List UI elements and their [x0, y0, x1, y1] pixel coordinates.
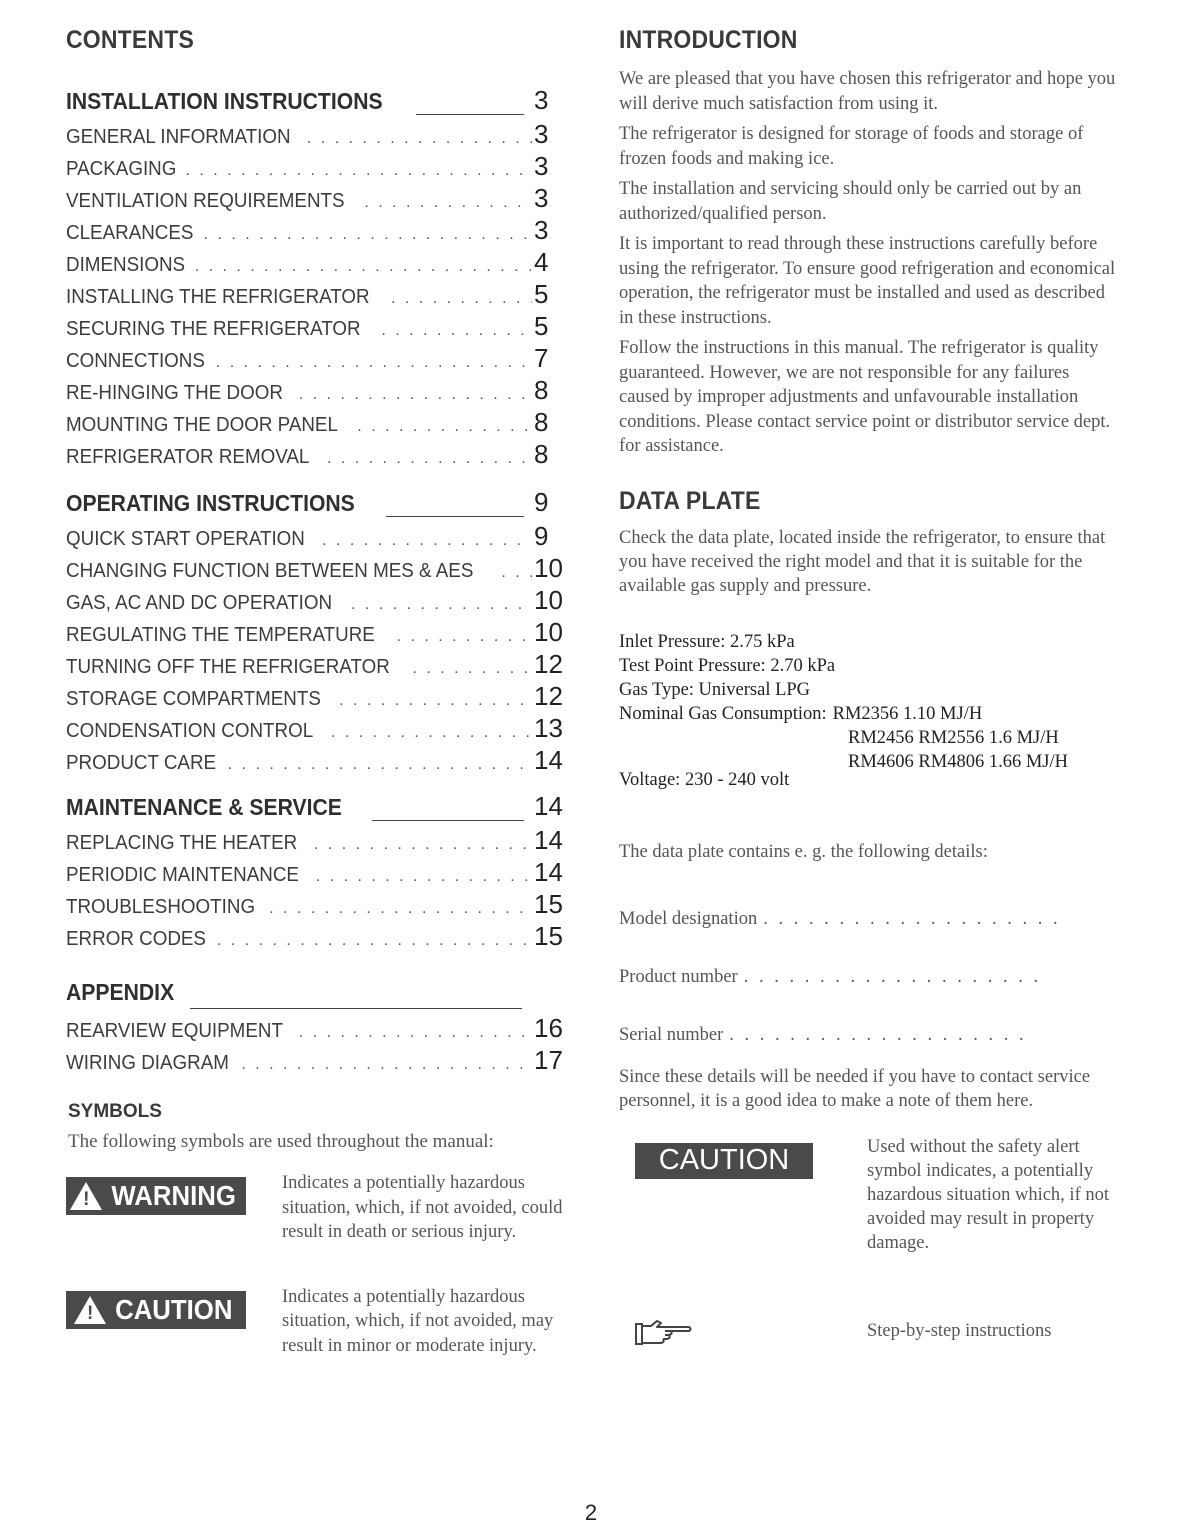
toc-entry-label: REFRIGERATOR REMOVAL [66, 446, 310, 468]
warning-badge-label: WARNING [111, 1180, 237, 1211]
toc-entry[interactable] [66, 151, 566, 183]
serial-number-field [619, 1025, 1119, 1065]
voltage: Voltage: 230 - 240 volt [619, 769, 790, 790]
leader-dots [299, 1024, 532, 1042]
toc-entry-label: CLEARANCES [66, 222, 194, 244]
toc-page-number: 17 [534, 1045, 563, 1075]
leader-dots [331, 724, 532, 742]
toc-page-number: 15 [534, 921, 563, 951]
leader-dots [269, 900, 532, 918]
toc-section-heading[interactable] [66, 487, 566, 521]
leader-dots [351, 596, 532, 614]
warning-description: Indicates a potentially hazardous situation, which, if not avoided, could result in death or serious injury. [282, 1173, 563, 1242]
toc-entry[interactable] [66, 649, 566, 681]
toc-entry-label: CHANGING FUNCTION BETWEEN MES & AES [66, 560, 474, 582]
toc-entry-label: WIRING DIAGRAM [66, 1052, 229, 1074]
data-plate-title: DATA PLATE [619, 486, 761, 515]
toc-entry[interactable] [66, 279, 566, 311]
toc-entry-label: SECURING THE REFRIGERATOR [66, 318, 361, 340]
toc-section-heading[interactable] [66, 791, 566, 825]
toc-entry-label: CONNECTIONS [66, 350, 205, 372]
toc-entry-label: MOUNTING THE DOOR PANEL [66, 414, 338, 436]
toc-heading-label: APPENDIX [66, 979, 175, 1005]
leader-dots [204, 226, 532, 244]
toc-page-number: 10 [534, 553, 563, 583]
toc-entry[interactable] [66, 439, 566, 471]
step-instructions-label: Step-by-step instructions [867, 1320, 1052, 1341]
field-label: Product number [619, 966, 738, 987]
toc-page-number: 3 [534, 183, 549, 213]
introduction-column [619, 26, 1119, 1352]
toc-page-number: 14 [534, 745, 563, 775]
toc-page-number: 4 [534, 247, 549, 277]
toc-heading-label: INSTALLATION INSTRUCTIONS [66, 88, 383, 114]
toc-section [66, 487, 566, 777]
toc-entry[interactable] [66, 247, 566, 279]
heading-rule [190, 1007, 522, 1009]
page-number: 2 [584, 1500, 598, 1525]
toc-entry[interactable] [66, 889, 566, 921]
caution-badge-plain: CAUTION [635, 1143, 813, 1179]
contents-column [66, 26, 566, 1398]
leader-dots [217, 932, 532, 950]
toc-entry[interactable] [66, 1013, 566, 1045]
contents-title: CONTENTS [66, 26, 194, 54]
toc-entry-label: INSTALLING THE REFRIGERATOR [66, 286, 370, 308]
introduction-title: INTRODUCTION [619, 26, 798, 54]
leader-dots [195, 258, 532, 276]
warning-badge [66, 1177, 246, 1215]
field-label: Serial number [619, 1024, 724, 1045]
toc-entry[interactable] [66, 343, 566, 375]
toc-entry[interactable] [66, 681, 566, 713]
gas-consumption-value: RM2356 1.10 MJ/H [832, 703, 983, 724]
toc-entry-label: PACKAGING [66, 158, 177, 180]
toc-entry[interactable] [66, 617, 566, 649]
details-intro: The data plate contains e. g. the following details: [619, 841, 988, 862]
toc-page-number: 15 [534, 889, 563, 919]
leader-dots [391, 290, 532, 308]
leader-dots [357, 418, 532, 436]
toc-entry[interactable] [66, 375, 566, 407]
toc-entry-label: STORAGE COMPARTMENTS [66, 688, 321, 710]
details-note: Since these details will be needed if you have to contact service personnel, it is a good idea to make a note of them here. [619, 1066, 1091, 1111]
toc-entry-label: PERIODIC MAINTENANCE [66, 864, 299, 886]
toc-page-number: 8 [534, 439, 549, 469]
toc-page-number: 10 [534, 585, 563, 615]
leader-dots [216, 354, 532, 372]
intro-paragraph: It is important to read through these instructions carefully before using the refrigerator. To ensure good refrigeration and economical operation, the refrigerator must be installed and used as described in these instructions. [619, 234, 1116, 328]
step-instructions-row [619, 1319, 1119, 1352]
gas-consumption-label: Nominal Gas Consumption: [619, 703, 827, 724]
toc-entry[interactable] [66, 119, 566, 151]
leader-dots [299, 386, 532, 404]
caution-property-description: Used without the safety alert symbol indicates, a potentially hazardous situation which, if not avoided may result in property damage. [867, 1136, 1109, 1253]
gas-type: Gas Type: Universal LPG [619, 679, 811, 700]
toc-entry-label: REARVIEW EQUIPMENT [66, 1020, 283, 1042]
toc-entry-label: TURNING OFF THE REFRIGERATOR [66, 656, 390, 678]
toc-page-number: 9 [534, 521, 549, 551]
alert-triangle-icon: ! [70, 1182, 102, 1210]
toc-entry-label: RE-HINGING THE DOOR [66, 382, 283, 404]
gas-consumption-value: RM2456 RM2556 1.6 MJ/H [848, 727, 1059, 748]
toc-page-number: 14 [534, 857, 563, 887]
toc-entry-label: GAS, AC AND DC OPERATION [66, 592, 333, 614]
toc-page-number: 5 [534, 279, 549, 309]
toc-entry[interactable] [66, 407, 566, 439]
test-point-pressure: Test Point Pressure: 2.70 kPa [619, 655, 836, 676]
toc-page-number: 16 [534, 1013, 563, 1043]
leader-dots [364, 194, 532, 212]
leader-dots [228, 756, 532, 774]
leader-dots [241, 1056, 532, 1074]
intro-paragraph: The installation and servicing should only be carried out by an authorized/qualified person. [619, 179, 1082, 224]
toc-page-number: 14 [534, 825, 563, 855]
toc-page-number: 3 [534, 151, 549, 181]
toc-entry[interactable] [66, 745, 566, 777]
toc-page-number: 14 [534, 791, 563, 821]
toc-entry-label: REGULATING THE TEMPERATURE [66, 624, 375, 646]
caution-symbol-row [66, 1285, 566, 1359]
toc-entry[interactable] [66, 1045, 566, 1077]
toc-page-number: 7 [534, 343, 549, 373]
toc-entry[interactable] [66, 713, 566, 745]
toc-page-number: 10 [534, 617, 563, 647]
leader-dots [412, 660, 532, 678]
toc-heading-label: MAINTENANCE & SERVICE [66, 794, 342, 820]
leader-dots [381, 322, 532, 340]
toc-section [66, 979, 566, 1077]
toc-page-number: 12 [534, 649, 563, 679]
detail-fields [619, 909, 1119, 1065]
toc-page-number: 12 [534, 681, 563, 711]
toc-entry-label: CONDENSATION CONTROL [66, 720, 314, 742]
caution-property-row [619, 1136, 1119, 1255]
toc-page-number: 13 [534, 713, 563, 743]
toc-entry[interactable] [66, 857, 566, 889]
symbols-intro: The following symbols are used throughout the manual: [68, 1131, 494, 1152]
leader-dots [322, 532, 532, 550]
toc-entry-label: PRODUCT CARE [66, 752, 217, 774]
data-plate-specs [619, 630, 1119, 792]
toc-entry-label: ERROR CODES [66, 928, 206, 950]
toc-entry-label: TROUBLESHOOTING [66, 896, 256, 918]
toc-entry-label: QUICK START OPERATION [66, 528, 305, 550]
toc-page-number: 8 [534, 407, 549, 437]
leader-dots [397, 628, 532, 646]
toc-entry[interactable] [66, 585, 566, 617]
alert-triangle-icon: ! [74, 1296, 106, 1324]
toc-entry[interactable] [66, 921, 566, 953]
toc-page-number: 8 [534, 375, 549, 405]
toc-section-heading[interactable] [66, 979, 566, 1013]
toc-entry-label: REPLACING THE HEATER [66, 832, 298, 854]
leader-dots [327, 450, 532, 468]
toc-entry[interactable] [66, 311, 566, 343]
inlet-pressure: Inlet Pressure: 2.75 kPa [619, 631, 795, 652]
gas-consumption-value: RM4606 RM4806 1.66 MJ/H [848, 751, 1068, 772]
toc-entry[interactable] [66, 553, 566, 585]
toc-page-number: 3 [534, 119, 549, 149]
toc-entry[interactable] [66, 825, 566, 857]
pointing-hand-icon [635, 1319, 693, 1347]
data-plate-intro: Check the data plate, located inside the refrigerator, to ensure that you have received the right model and that it is suitable for the available gas supply and pressure. [619, 527, 1106, 596]
introduction-body [619, 67, 1119, 459]
toc-entry[interactable] [66, 521, 566, 553]
intro-paragraph: Follow the instructions in this manual. The refrigerator is quality guaranteed. However, we are not responsible for any failures caused by improper adjustments and unfavourable installation conditions. Please contact service point or distributor service dept. for assistance. [619, 338, 1111, 456]
caution-badge-label: CAUTION [115, 1293, 233, 1325]
intro-paragraph: We are pleased that you have chosen this refrigerator and hope you will derive much satisfaction from using it. [619, 69, 1116, 114]
product-number-field [619, 967, 1119, 1025]
toc-page-number: 9 [534, 487, 549, 517]
leader-dots [501, 564, 532, 582]
leader-dots [307, 130, 532, 148]
heading-rule [386, 515, 524, 517]
toc-page-number: 3 [534, 215, 549, 245]
leader-dots [185, 162, 532, 180]
toc-entry[interactable] [66, 215, 566, 247]
toc-section-heading[interactable] [66, 85, 566, 119]
toc-section [66, 791, 566, 953]
caution-description: Indicates a potentially hazardous situation, which, if not avoided, may result in minor or moderate injury. [282, 1286, 554, 1356]
symbols-title: SYMBOLS [68, 1101, 162, 1122]
toc-entry-label: GENERAL INFORMATION [66, 126, 291, 148]
heading-rule [372, 819, 524, 821]
model-designation-field [619, 909, 1119, 967]
table-of-contents [66, 85, 566, 1077]
warning-symbol-row [66, 1171, 566, 1245]
toc-page-number: 3 [534, 85, 549, 115]
heading-rule [416, 113, 524, 115]
toc-entry-label: VENTILATION REQUIREMENTS [66, 190, 345, 212]
toc-page-number: 5 [534, 311, 549, 341]
toc-section [66, 85, 566, 471]
intro-paragraph: The refrigerator is designed for storage of foods and storage of frozen foods and making ice. [619, 124, 1084, 169]
field-label: Model designation [619, 908, 758, 929]
leader-dots [316, 868, 532, 886]
toc-entry-label: DIMENSIONS [66, 254, 186, 276]
leader-dots [339, 692, 532, 710]
leader-dots [314, 836, 532, 854]
toc-heading-label: OPERATING INSTRUCTIONS [66, 490, 355, 516]
toc-entry[interactable] [66, 183, 566, 215]
caution-badge [66, 1291, 246, 1329]
